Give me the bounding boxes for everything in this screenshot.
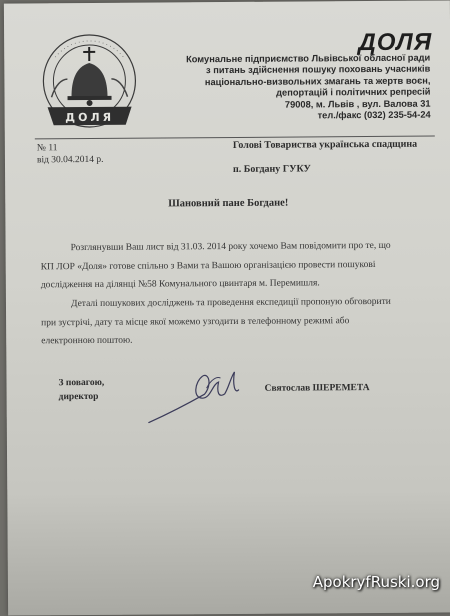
closing-position: директор [59, 390, 105, 404]
handwritten-signature [146, 354, 247, 435]
recipient-title: Голові Товариства українська спадщина [233, 139, 443, 152]
body-paragraph-2 [41, 293, 434, 351]
paragraph-line: при зустрічі, дату та місце якої можемо узгодити в телефонному режимі або [41, 311, 434, 332]
paragraph-line: Деталі пошукових досліджень та проведення експедиції пропоную обговорити [41, 293, 434, 314]
recipient-block [233, 139, 443, 176]
letterhead-line: Комунальне підприємство Львівської обласної ради [150, 53, 430, 66]
body-paragraph-1 [41, 237, 434, 295]
letter-page [4, 0, 450, 615]
letterhead-line: національно-визвольних змагань та жертв воєн, [150, 75, 430, 88]
closing-regards: З повагою, [58, 376, 104, 390]
letterhead-line: депортацій і політичних репресій [150, 87, 430, 100]
paragraph-line: електронною поштою. [41, 330, 434, 351]
letterhead-line: тел./факс (032) 235-54-24 [151, 110, 431, 123]
signer-name: Святослав ШЕРЕМЕТА [265, 383, 370, 394]
logo-banner-text: ДОЛЯ [65, 111, 114, 124]
letterhead-line: з питань здійснення пошуку поховань учасників [150, 64, 430, 77]
organization-logo [29, 23, 150, 136]
svg-text:· · · · · · · · · · · · · · ·: · · · · · · · · · · · · · · · · · · · · [53, 38, 126, 61]
paragraph-line: КП ЛОР «Доля» готове спільно з Вами та Вашою організацією провести пошукові [41, 255, 434, 276]
salutation: Шановний пане Богдане! [5, 196, 450, 210]
letterhead-line: 79008, м. Львів , вул. Валова 31 [151, 98, 431, 111]
recipient-name: п. Богдану ГУКУ [233, 163, 443, 176]
paragraph-line: Розглянувши Ваш лист від 31.03. 2014 року хочемо Вам повідомити про те, що [41, 237, 434, 258]
letterhead-address [150, 53, 430, 123]
organization-name: ДОЛЯ [358, 29, 432, 58]
watermark-text: ApokryfRuski.org [313, 573, 440, 591]
paragraph-line: дослідження на ділянці №58 Комунального цвинтаря м. Перемишля. [41, 274, 434, 295]
document-date: від 30.04.2014 р. [37, 154, 104, 166]
document-number: № 11 [37, 142, 104, 154]
closing-block [58, 376, 104, 404]
document-reference [37, 142, 104, 166]
